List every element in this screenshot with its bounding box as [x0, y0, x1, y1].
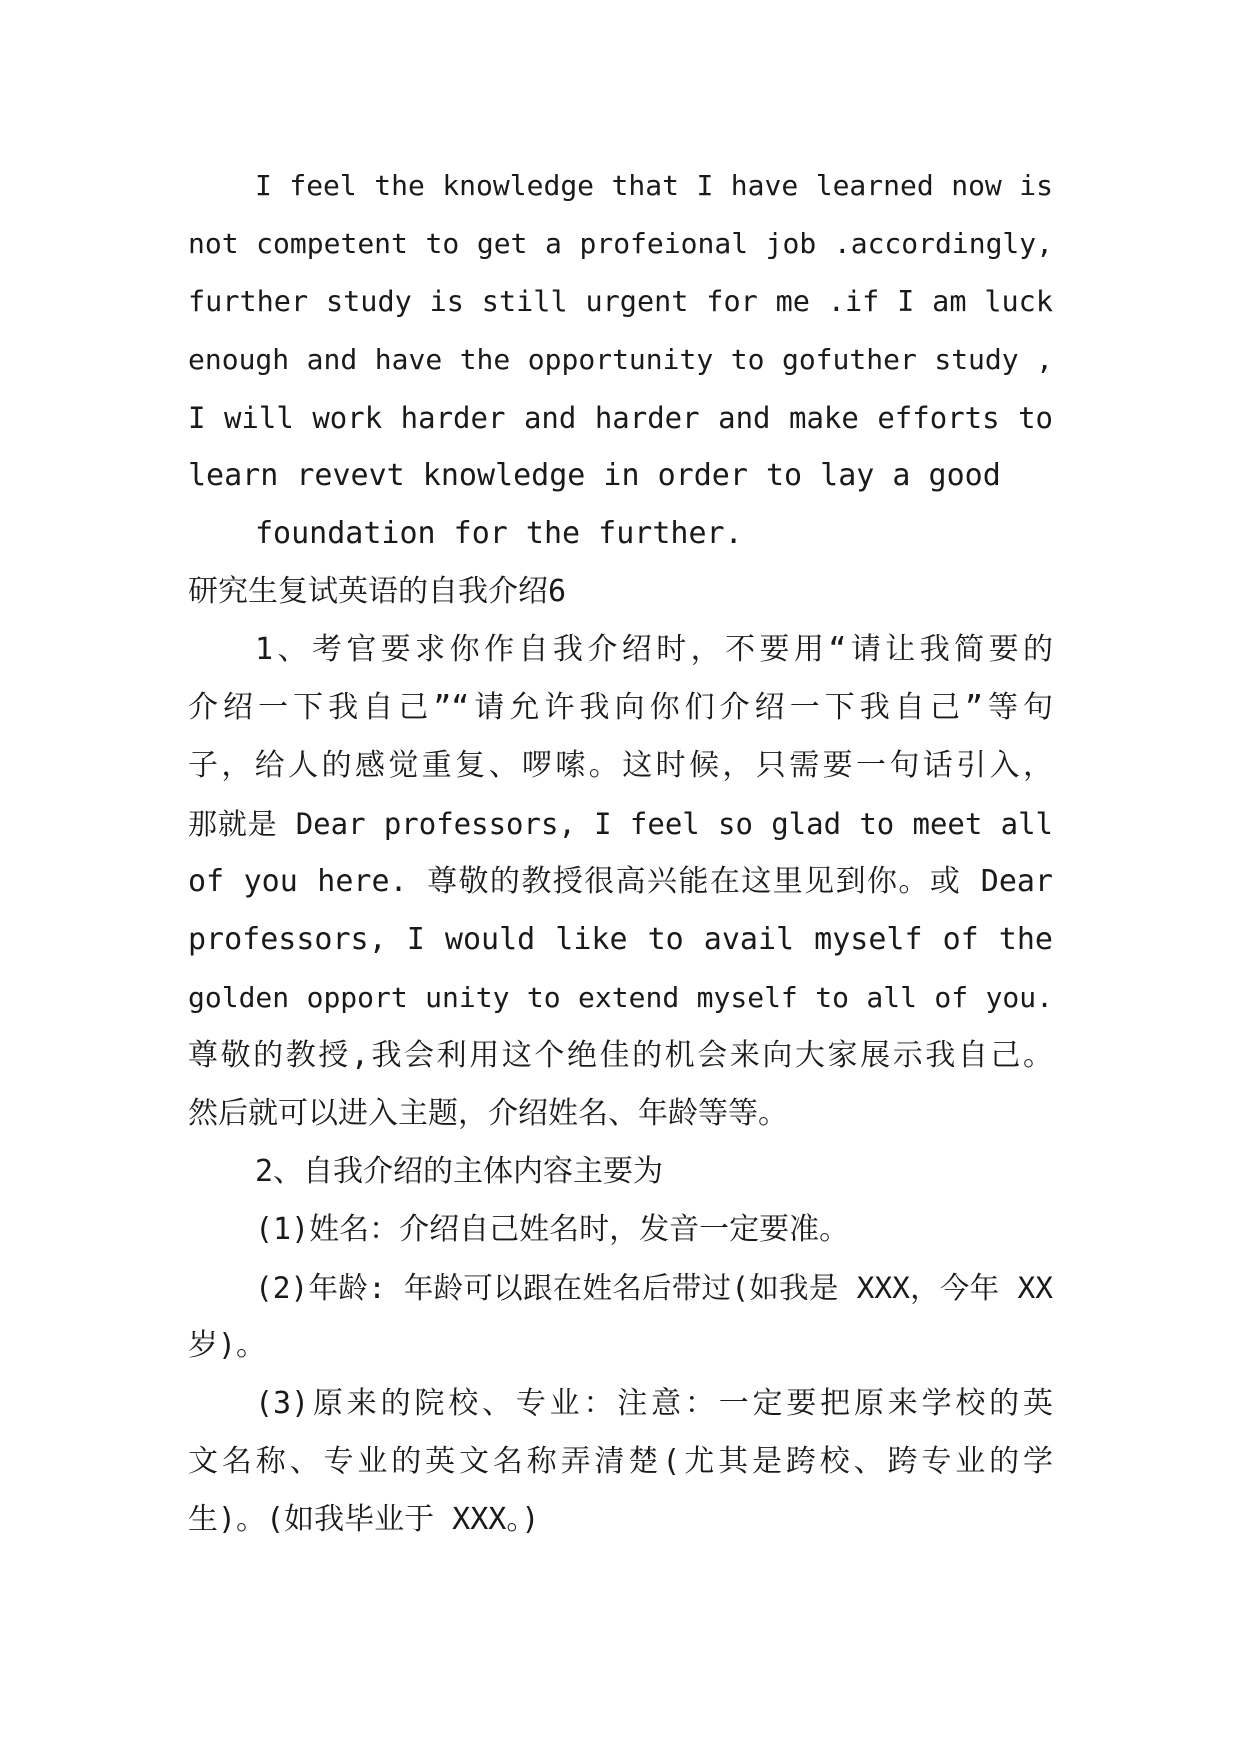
text-line: 然后就可以进入主题，介绍姓名、年龄等等。 [188, 1096, 788, 1131]
text-line: not competent to get a profeional job .accordingly, [188, 227, 1053, 260]
text-line: enough and have the opportunity to gofuther study , [188, 343, 1053, 376]
text-line: golden opport unity to extend myself to all of you. [188, 981, 1053, 1014]
text-line: 岁)。 [188, 1328, 267, 1363]
text-line: (2)年龄: 年龄可以跟在姓名后带过(如我是 XXX，今年 XX [255, 1271, 1053, 1305]
text-line: (3)原来的院校、专业：注意：一定要把原来学校的英 [255, 1386, 1053, 1421]
text-line: 生)。(如我毕业于 XXX。) [188, 1502, 540, 1537]
text-line: 那就是 Dear professors, I feel so glad to meet all [188, 807, 1053, 841]
text-line: professors, I would like to avail myself of the [188, 922, 1053, 957]
text-line: 尊敬的教授,我会利用这个绝佳的机会来向大家展示我自己。 [188, 1038, 1053, 1073]
text-line: 介绍一下我自己”“请允许我向你们介绍一下我自己”等句 [188, 690, 1053, 725]
text-line: 1、考官要求你作自我介绍时，不要用“请让我简要的 [255, 632, 1053, 667]
text-line: I feel the knowledge that I have learned now is [255, 169, 1053, 202]
text-line: I will work harder and harder and make efforts to [188, 401, 1053, 435]
section-heading: 研究生复试英语的自我介绍6 [188, 574, 567, 609]
text-line: foundation for the further. [255, 516, 743, 551]
text-line: learn revevt knowledge in order to lay a good [188, 458, 1001, 493]
text-line: (1)姓名：介绍自己姓名时，发音一定要准。 [255, 1212, 850, 1247]
text-line: of you here. 尊敬的教授很高兴能在这里见到你。或 Dear [188, 864, 1053, 899]
text-line: further study is still urgent for me .if I am luck [188, 285, 1053, 318]
text-line: 子，给人的感觉重复、啰嗦。这时候，只需要一句话引入， [188, 748, 1053, 783]
text-line: 2、自我介绍的主体内容主要为 [255, 1154, 664, 1189]
text-line: 文名称、专业的英文名称弄清楚(尤其是跨校、跨专业的学 [188, 1444, 1053, 1479]
